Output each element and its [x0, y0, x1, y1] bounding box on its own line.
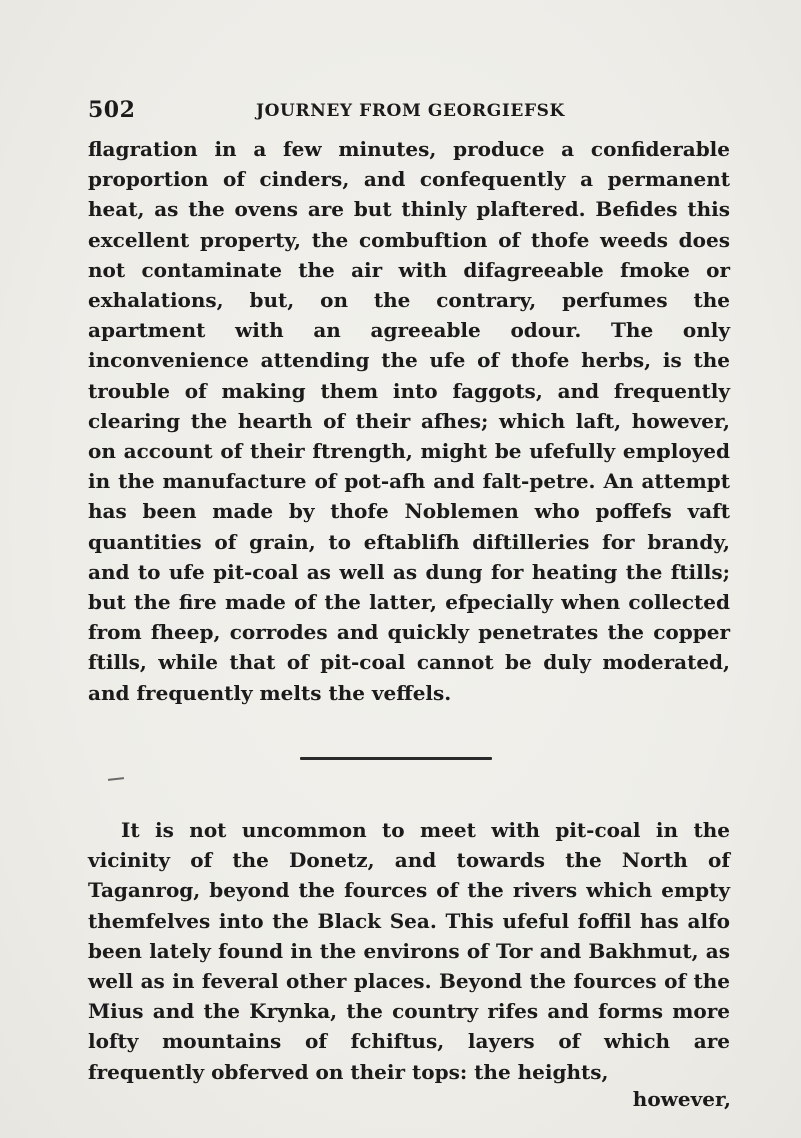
printer-mark: [108, 777, 124, 781]
paragraph-2: It is not uncommon to meet with pit-coal in the vicinity of the Donetz, and towards the North of Taganrog, beyond the fources of the rivers which empty themfelves into the Black Sea. This ufeful foffil has alfo been lately found in the environs of Tor and Bakhmut, as well as in feveral other places. Beyond the fources of the Mius and the Krynka, the country rifes and forms more lofty mountains of fchiftus, layers of which are frequently obferved on their tops: the heights,: [88, 818, 730, 1084]
page-header: [88, 97, 728, 127]
catchword: however,: [632, 1087, 731, 1111]
page-number: 502: [88, 97, 136, 123]
paragraph-1: flagration in a few minutes, produce a confiderable proportion of cinders, and confequently a permanent heat, as the ovens are but thinly plaftered. Befides this excellent property, the combuftion of thofe weeds does not contaminate the air with difagreeable fmoke or exhalations, but, on the contrary, perfumes the apartment with an agreeable odour. The only inconvenience attending the ufe of thofe herbs, is the trouble of making them into faggots, and frequently clearing the hearth of their afhes; which laft, however, on account of their ftrength, might be ufefully employed in the manufacture of pot-afh and falt-petre. An attempt has been made by thofe Noblemen who poffefs vaft quantities of grain, to eftablifh diftilleries for brandy, and to ufe pit-coal as well as dung for heating the ftills; but the fire made of the latter, efpecially when collected from fheep, corrodes and quickly penetrates the copper ftills, while that of pit-coal cannot be duly moderated, and frequently melts the veffels.: [88, 137, 730, 705]
running-head: JOURNEY FROM GEORGIEFSK: [256, 101, 565, 121]
section-divider: [300, 757, 492, 760]
